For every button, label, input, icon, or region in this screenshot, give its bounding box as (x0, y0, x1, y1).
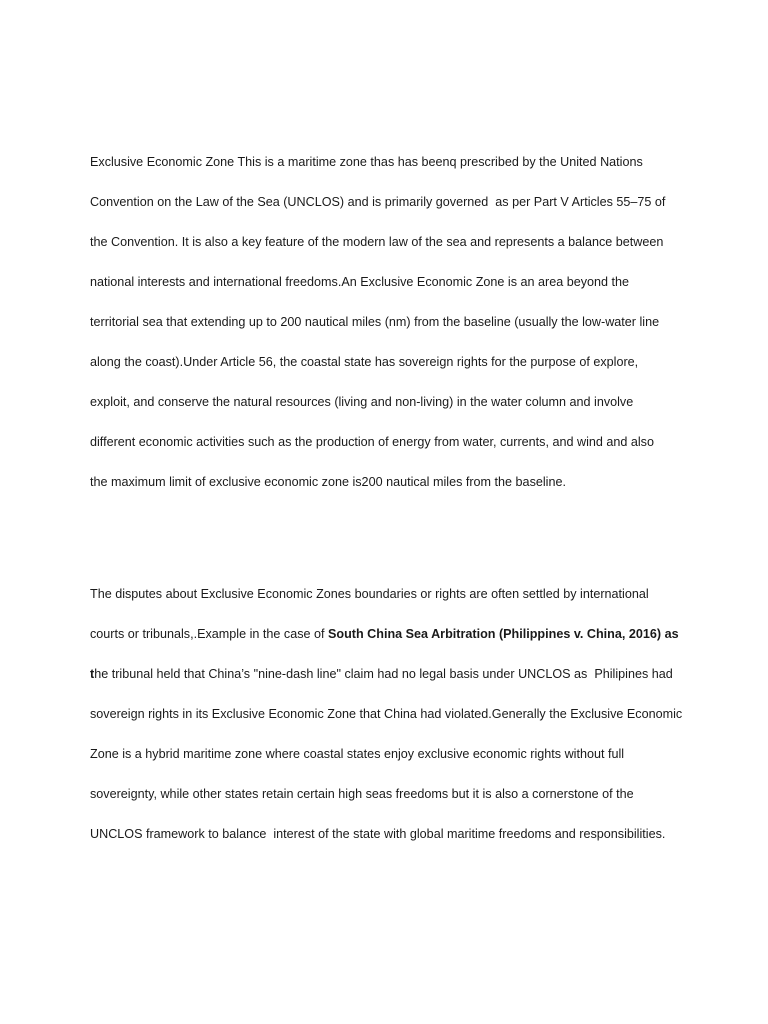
bold-letter: t (90, 667, 95, 681)
text-line: the Convention. It is also a key feature of the modern law of the sea and represents a balance between (90, 235, 664, 249)
text-segment: he tribunal held that China’s "nine-dash line" claim had no legal basis under UNCLOS as Philipines had (94, 667, 673, 681)
text-line (90, 624, 688, 644)
text-line: exploit, and conserve the natural resources (living and non-living) in the water column and involve (90, 395, 634, 409)
text-line: UNCLOS framework to balance interest of the state with global maritime freedoms and responsibilities. (90, 827, 666, 841)
paragraph-eez-disputes (90, 564, 688, 864)
text-line: different economic activities such as the production of energy from water, currents, and wind and also (90, 435, 654, 449)
text-line: territorial sea that extending up to 200 nautical miles (nm) from the baseline (usually the low-water line (90, 315, 660, 329)
text-line: The disputes about Exclusive Economic Zones boundaries or rights are often settled by international (90, 587, 649, 601)
text-line (90, 664, 688, 684)
text-segment: courts or tribunals,.Example in the case of (90, 627, 328, 641)
text-line: sovereignty, while other states retain certain high seas freedoms but it is also a cornerstone of the (90, 787, 634, 801)
text-line: the maximum limit of exclusive economic zone is200 nautical miles from the baseline. (90, 475, 566, 489)
case-citation-bold: South China Sea Arbitration (Philippines v. China, 2016) as (328, 627, 679, 641)
text-line: sovereign rights in its Exclusive Economic Zone that China had violated.Generally the Exclusive Economic (90, 707, 683, 721)
text-line: Convention on the Law of the Sea (UNCLOS) and is primarily governed as per Part V Articles 55–75 of (90, 195, 666, 209)
paragraph-eez-definition (90, 132, 688, 512)
text-line: Zone is a hybrid maritime zone where coastal states enjoy exclusive economic rights without full (90, 747, 625, 761)
text-line: national interests and international freedoms.An Exclusive Economic Zone is an area beyond the (90, 275, 630, 289)
document-body (90, 92, 688, 904)
text-line: Exclusive Economic Zone This is a maritime zone thas has beenq prescribed by the United Nations (90, 155, 643, 169)
text-line: along the coast).Under Article 56, the coastal state has sovereign rights for the purpose of explore, (90, 355, 639, 369)
